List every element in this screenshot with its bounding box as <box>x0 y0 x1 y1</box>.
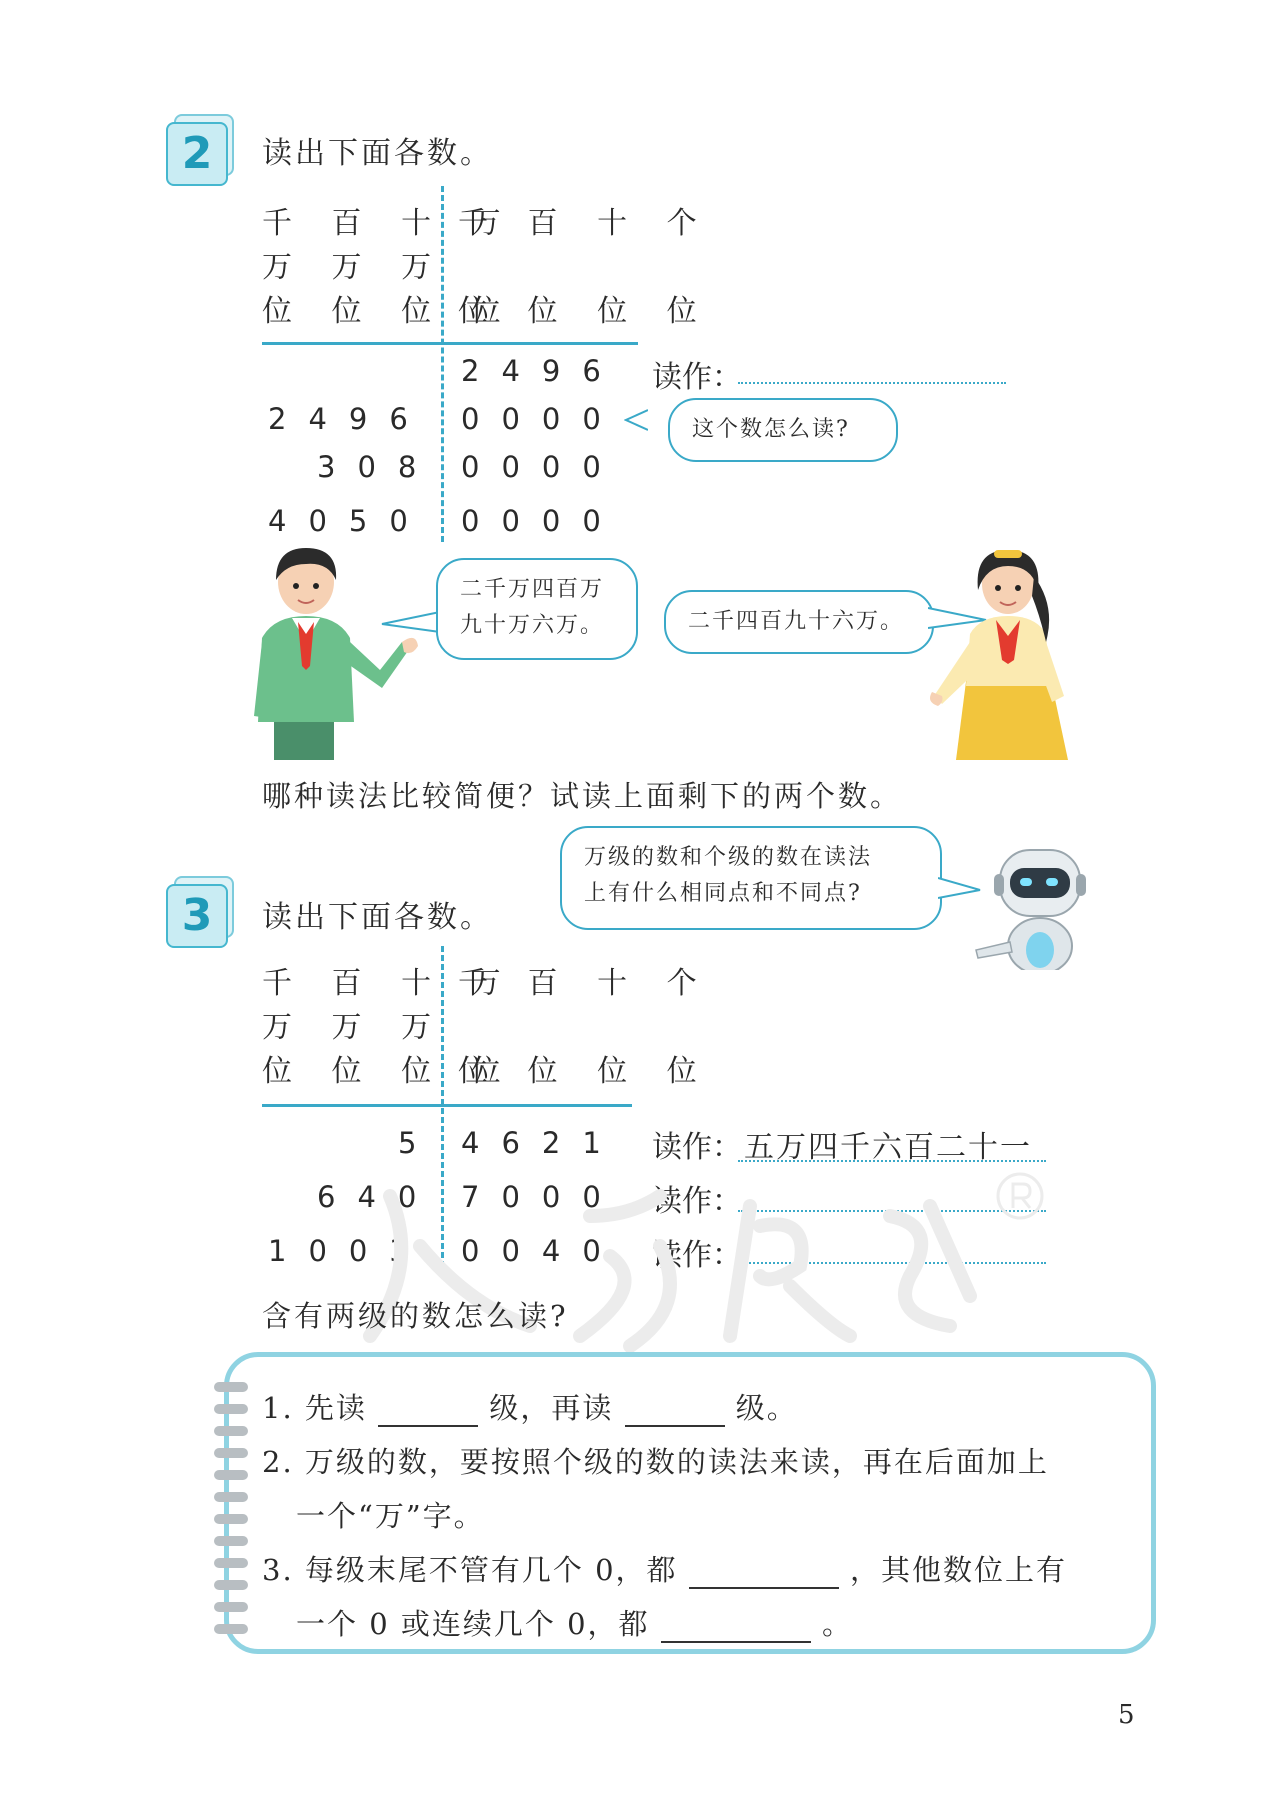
summary-item-3-d: 。 <box>822 1607 854 1641</box>
robot-bubble <box>560 826 942 930</box>
question-bubble-text: 这个数怎么读? <box>692 417 850 442</box>
summary-item-3-b: ，其他数位上有 <box>850 1553 1068 1587</box>
summary-item-1-a: 1. 先读 <box>262 1391 367 1425</box>
s3-row2-read-label: 读作： <box>652 1184 742 1219</box>
summary-blank-2[interactable] <box>625 1391 725 1427</box>
s3-row1-read-label: 读作： <box>652 1130 742 1165</box>
ring-icon <box>214 1624 248 1634</box>
question-bubble <box>668 398 898 462</box>
s3-row1-right: 4621 <box>461 1126 623 1160</box>
s3-row2-right: 7000 <box>461 1180 623 1214</box>
ring-icon <box>214 1536 248 1546</box>
summary-item-1-b: 级，再读 <box>489 1391 614 1425</box>
section-2-title: 读出下面各数。 <box>262 136 493 171</box>
s2-row4-left: 4050 <box>268 504 430 538</box>
summary-item-3-line-1 <box>262 1548 1067 1589</box>
boy-illustration <box>252 546 422 760</box>
s3-row3-read-label: 读作： <box>652 1238 742 1273</box>
boy-bubble-line-1: 二千万四百万 <box>460 577 605 602</box>
s3-row1-left: 5 <box>398 1126 439 1160</box>
question-bubble-tail <box>624 406 648 434</box>
s2-right-header-2: 位 位 位 位 <box>458 294 712 329</box>
boy-bubble-tail <box>380 610 440 634</box>
s3-row3-left: 1003 <box>268 1234 430 1268</box>
page-number: 5 <box>1118 1700 1135 1730</box>
notebook-rings <box>214 1382 248 1632</box>
s2-row1-right: 2496 <box>461 354 623 388</box>
s3-row2-left: 640 <box>317 1180 439 1214</box>
ring-icon <box>214 1404 248 1414</box>
robot-bubble-line-2: 上有什么相同点和不同点? <box>584 881 862 906</box>
summary-item-3-a: 3. 每级末尾不管有几个 0，都 <box>262 1553 678 1587</box>
s2-left-header-2: 万 万 万 <box>262 250 447 285</box>
s3-left-header-3: 位 位 位 位 <box>262 1054 516 1089</box>
ring-icon <box>214 1470 248 1480</box>
section-3-question: 含有两级的数怎么读? <box>262 1299 569 1333</box>
summary-item-2-line-2: 一个“万”字。 <box>296 1499 485 1533</box>
s3-left-header-2: 万 万 万 <box>262 1010 447 1045</box>
girl-illustration <box>928 546 1088 760</box>
summary-blank-3[interactable] <box>689 1553 839 1589</box>
ring-icon <box>214 1448 248 1458</box>
s2-row4-right: 0000 <box>461 504 623 538</box>
section-3-number: 3 <box>166 884 228 948</box>
s2-right-header-1: 千 百 十 个 <box>458 206 712 241</box>
section-2-question: 哪种读法比较简便？试读上面剩下的两个数。 <box>262 779 903 813</box>
ring-icon <box>214 1426 248 1436</box>
boy-bubble <box>436 558 638 660</box>
s3-divider-horizontal <box>262 1104 632 1107</box>
girl-bubble <box>664 590 934 654</box>
summary-blank-4[interactable] <box>661 1607 811 1643</box>
s3-row1-answer: 五万四千六百二十一 <box>744 1130 1032 1165</box>
s2-row3-right: 0000 <box>461 450 623 484</box>
summary-item-1-c: 级。 <box>735 1391 798 1425</box>
summary-item-1 <box>262 1386 798 1427</box>
s2-row3-left: 308 <box>317 450 439 484</box>
summary-item-3-c: 一个 0 或连续几个 0，都 <box>296 1607 650 1641</box>
s2-left-header-3: 位 位 位 位 <box>262 294 516 329</box>
s2-row2-right: 0000 <box>461 402 623 436</box>
girl-bubble-text: 二千四百九十六万。 <box>688 609 905 634</box>
boy-bubble-line-2: 九十万六万。 <box>460 613 605 638</box>
robot-illustration <box>970 846 1090 970</box>
s2-divider-horizontal <box>262 342 638 345</box>
s3-row3-right: 0040 <box>461 1234 623 1268</box>
ring-icon <box>214 1514 248 1524</box>
s2-row1-read-label: 读作： <box>652 360 742 395</box>
robot-bubble-line-1: 万级的数和个级的数在读法 <box>584 845 873 870</box>
section-3-title: 读出下面各数。 <box>262 900 493 935</box>
section-3-badge <box>166 882 230 944</box>
summary-blank-1[interactable] <box>378 1391 478 1427</box>
s2-row1-answer-line[interactable] <box>738 382 1006 384</box>
ring-icon <box>214 1558 248 1568</box>
ring-icon <box>214 1492 248 1502</box>
s2-divider-vertical <box>441 186 444 542</box>
s3-right-header-2: 位 位 位 位 <box>458 1054 712 1089</box>
summary-item-2-line-1: 2. 万级的数，要按照个级的数的读法来读，再在后面加上 <box>262 1445 1049 1479</box>
s2-row2-left: 2496 <box>268 402 430 436</box>
s2-left-header-1: 千 百 十 万 <box>262 206 516 241</box>
ring-icon <box>214 1382 248 1392</box>
section-2-badge <box>166 120 230 182</box>
ring-icon <box>214 1580 248 1590</box>
s3-right-header-1: 千 百 十 个 <box>458 966 712 1001</box>
s3-left-header-1: 千 百 十 万 <box>262 966 516 1001</box>
summary-item-3-line-2 <box>296 1602 853 1643</box>
ring-icon <box>214 1602 248 1612</box>
section-2-number: 2 <box>166 122 228 186</box>
